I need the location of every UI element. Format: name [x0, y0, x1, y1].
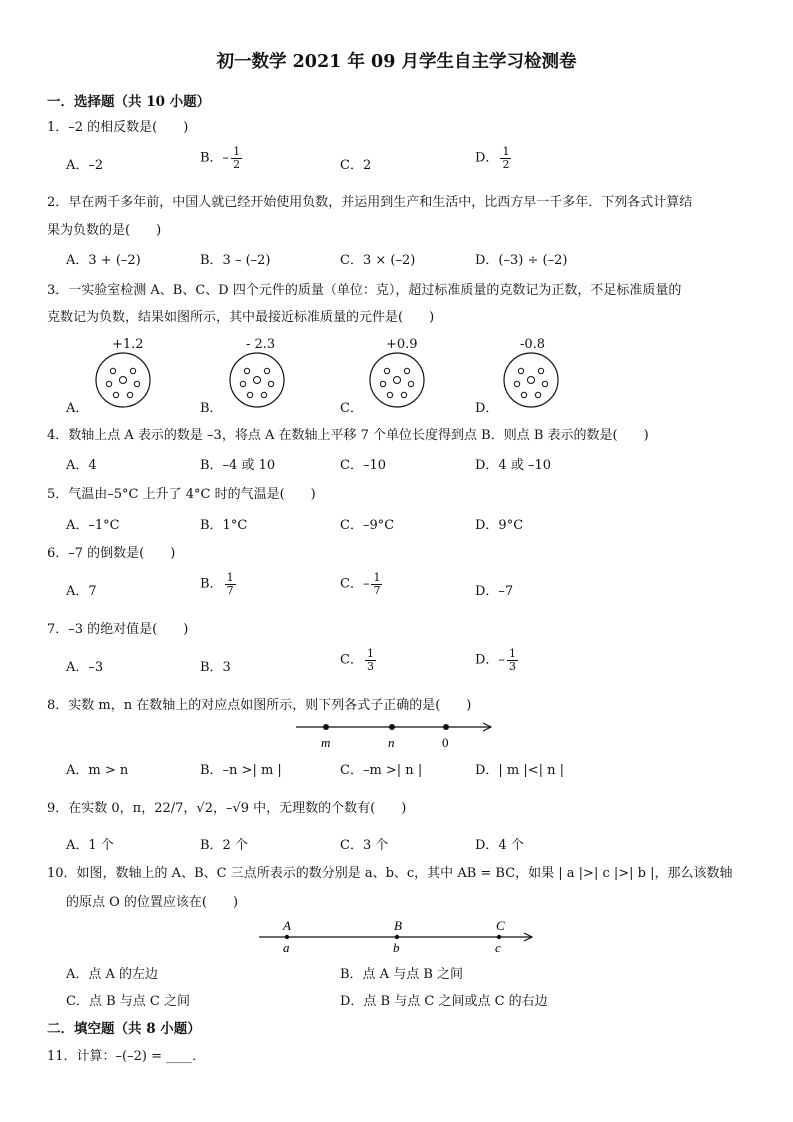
question-11-stem: 11．计算：–(–2) = ____． — [47, 1049, 206, 1064]
q3-option-d[interactable]: D． — [475, 401, 499, 416]
q6-option-c[interactable]: C．– $\frac{1}{7}$ — [340, 571, 381, 597]
point-b — [395, 935, 399, 939]
q6-option-a[interactable]: A．7 — [66, 584, 97, 599]
component-b-icon — [230, 353, 284, 407]
q5-option-c[interactable]: C．–9°C — [340, 518, 395, 533]
q7-option-c[interactable]: C． $\frac{1}{3}$ — [340, 647, 374, 673]
q2-option-b[interactable]: B．3 – (–2) — [200, 253, 271, 268]
q2-option-a[interactable]: A．3 + (–2) — [66, 253, 141, 268]
q10-option-c[interactable]: C．点 B 与点 C 之间 — [66, 994, 190, 1009]
value-label-b: b — [393, 940, 400, 955]
q3-option-a[interactable]: A． — [66, 401, 89, 416]
component-c-icon — [370, 353, 424, 407]
component-d-icon — [504, 353, 558, 407]
q3-components-figure — [0, 350, 793, 410]
question-3-stem-line1: 3．一实验室检测 A、B、C、D 四个元件的质量（单位：克），超过标准质量的克数记为正数，不足标准质量的 — [47, 283, 682, 298]
q6-option-b[interactable]: B． $\frac{1}{7}$ — [200, 571, 234, 597]
question-4-stem: 4．数轴上点 A 表示的数是 –3，将点 A 在数轴上平移 7 个单位长度得到点 B．则点 B 表示的数是( ) — [47, 428, 649, 443]
point-label-c: C — [496, 918, 505, 933]
q6-option-d[interactable]: D．–7 — [475, 584, 514, 599]
question-10-stem-line1: 10．如图，数轴上的 A、B、C 三点所表示的数分别是 a、b、c，其中 AB = BC，如果 | a |>| c |>| b |，那么该数轴 — [47, 866, 733, 881]
point-a — [285, 935, 289, 939]
label-zero: 0 — [442, 735, 449, 750]
q3-option-c[interactable]: C． — [340, 401, 363, 416]
label-m: m — [321, 735, 331, 750]
q8-option-d[interactable]: D．| m |<| n | — [475, 763, 565, 778]
value-label-c: c — [495, 940, 501, 955]
question-3-stem-line2: 克数记为负数，结果如图所示，其中最接近标准质量的元件是( ) — [47, 310, 435, 325]
q4-option-a[interactable]: A．4 — [66, 458, 97, 473]
q9-option-b[interactable]: B．2 个 — [200, 838, 248, 853]
q1-option-d[interactable]: D． $\frac{1}{2}$ — [475, 145, 510, 171]
q2-option-d[interactable]: D．(–3) ÷ (–2) — [475, 253, 568, 268]
section-heading-choice: 一．选择题（共 10 小题） — [47, 94, 211, 110]
q8-number-line — [290, 718, 500, 752]
q5-option-d[interactable]: D．9°C — [475, 518, 524, 533]
q5-option-a[interactable]: A．–1°C — [66, 518, 120, 533]
point-label-a: A — [283, 918, 291, 933]
question-8-stem: 8．实数 m，n 在数轴上的对应点如图所示，则下列各式子正确的是( ) — [47, 698, 472, 713]
point-m — [323, 724, 329, 730]
q7-option-b[interactable]: B．3 — [200, 660, 231, 675]
label-n: n — [388, 735, 395, 750]
q3-value-a: +1.2 — [112, 337, 144, 352]
question-5-stem: 5．气温由–5°C 上升了 4°C 时的气温是( ) — [47, 487, 316, 502]
q4-option-d[interactable]: D．4 或 –10 — [475, 458, 552, 473]
q7-option-d[interactable]: D．– $\frac{1}{3}$ — [475, 647, 516, 673]
q10-number-line — [255, 916, 540, 956]
q5-option-b[interactable]: B．1°C — [200, 518, 248, 533]
q1-option-c[interactable]: C．2 — [340, 158, 372, 173]
q9-option-d[interactable]: D．4 个 — [475, 838, 524, 853]
q8-option-a[interactable]: A．m > n — [66, 763, 129, 778]
page-title: 初一数学 2021 年 09 月学生自主学习检测卷 — [216, 52, 577, 72]
q1-option-a[interactable]: A．–2 — [66, 158, 104, 173]
question-2-stem-line1: 2．早在两千多年前，中国人就已经开始使用负数，并运用到生产和生活中，比西方早一千多年．下列各式计算结 — [47, 195, 693, 210]
q3-value-b: - 2.3 — [246, 337, 276, 352]
point-label-b: B — [394, 918, 402, 933]
q10-option-a[interactable]: A．点 A 的左边 — [66, 967, 159, 982]
question-9-stem: 9．在实数 0，π，22/7，√2，–√9 中，无理数的个数有( ) — [47, 801, 407, 816]
question-1-stem: 1．–2 的相反数是( ) — [47, 120, 189, 135]
point-c — [497, 935, 501, 939]
q3-value-d: -0.8 — [520, 337, 546, 352]
question-6-stem: 6．–7 的倒数是( ) — [47, 546, 176, 561]
q8-option-c[interactable]: C．–m >| n | — [340, 763, 423, 778]
question-2-stem-line2: 果为负数的是( ) — [47, 223, 162, 238]
q3-value-c: +0.9 — [386, 337, 418, 352]
q10-option-d[interactable]: D．点 B 与点 C 之间或点 C 的右边 — [340, 994, 548, 1009]
q3-option-b[interactable]: B． — [200, 401, 223, 416]
question-10-stem-line2: 的原点 O 的位置应该在( ) — [66, 895, 239, 910]
q9-option-c[interactable]: C．3 个 — [340, 838, 389, 853]
value-label-a: a — [283, 940, 290, 955]
q1-option-b[interactable]: B．– $\frac{1}{2}$ — [200, 145, 241, 171]
question-7-stem: 7．–3 的绝对值是( ) — [47, 622, 189, 637]
point-n — [389, 724, 395, 730]
q7-option-a[interactable]: A．–3 — [66, 660, 104, 675]
section-heading-fill: 二．填空题（共 8 小题） — [47, 1021, 201, 1037]
point-origin — [443, 724, 449, 730]
q4-option-b[interactable]: B．–4 或 10 — [200, 458, 276, 473]
component-a-icon — [96, 353, 150, 407]
q10-option-b[interactable]: B．点 A 与点 B 之间 — [340, 967, 464, 982]
q4-option-c[interactable]: C．–10 — [340, 458, 386, 473]
q8-option-b[interactable]: B．–n >| m | — [200, 763, 282, 778]
q2-option-c[interactable]: C．3 × (–2) — [340, 253, 416, 268]
q9-option-a[interactable]: A．1 个 — [66, 838, 114, 853]
